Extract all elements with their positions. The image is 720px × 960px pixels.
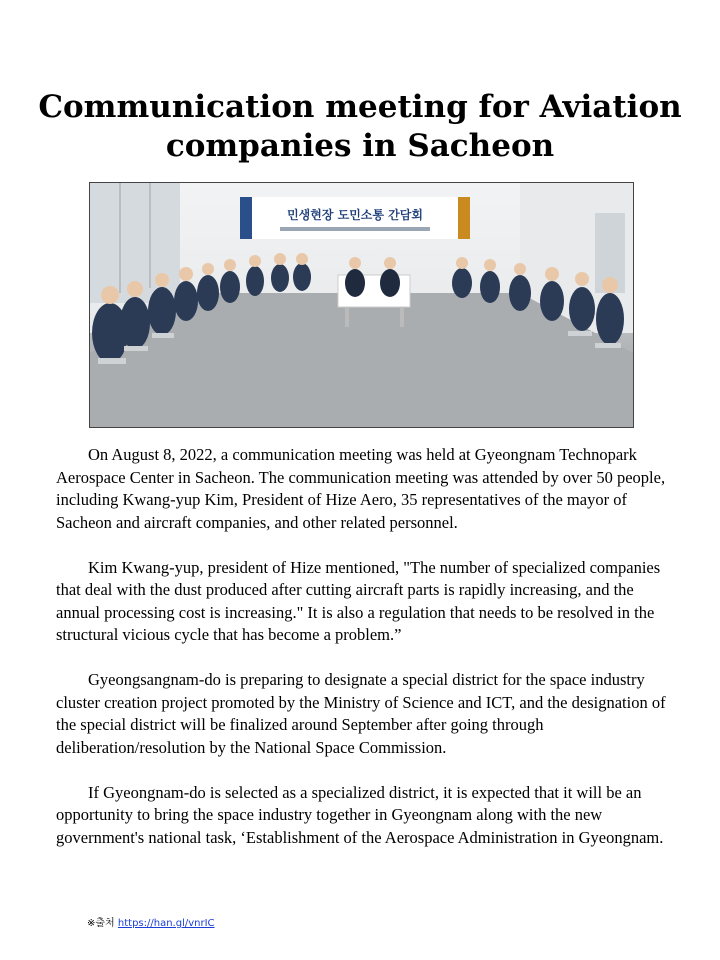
article-title: Communication meeting for Aviation companies in Sacheon: [38, 89, 682, 164]
source-link[interactable]: https://han.gl/vnrIC: [117, 918, 215, 929]
paragraph-3: Gyeongsangnam-do is preparing to designate a special district for the space industry cluster creation project promoted by the Ministry of Science and ICT, and the designation of the special district will be finalized around September after going through deliberation/resolution by the National Space Commission.: [56, 670, 666, 757]
banner-text: 민생현장 도민소통 간담회: [287, 208, 423, 222]
paragraph-4: If Gyeongnam-do is selected as a specialized district, it is expected that it will be an opportunity to bring the space industry together in Gyeongnam along with the new government's national task, ‘Establishment of the Aerospace Administration in Gyeongnam.: [56, 782, 664, 847]
source-line: [87, 914, 215, 929]
paragraph-1: On August 8, 2022, a communication meeting was held at Gyeongnam Technopark Aerospace Center in Sacheon. The communication meeting was attended by over 50 people, including Kwang-yup Kim, President of Hize Aero, 35 representatives of the mayor of Sacheon and aircraft companies, and other related personnel.: [56, 445, 666, 532]
meeting-photo-illustration: [90, 183, 633, 427]
article-body: [56, 444, 666, 849]
paragraph-2: Kim Kwang-yup, president of Hize mentioned, "The number of specialized companies that deal with the dust produced after cutting aircraft parts is rapidly increasing, and the annual processing cost is increasing." It is also a regulation that needs to be resolved in the structural vicious cycle that has become a problem.”: [56, 557, 661, 644]
meeting-photo: [89, 182, 634, 428]
source-label: ※출처: [87, 918, 115, 929]
